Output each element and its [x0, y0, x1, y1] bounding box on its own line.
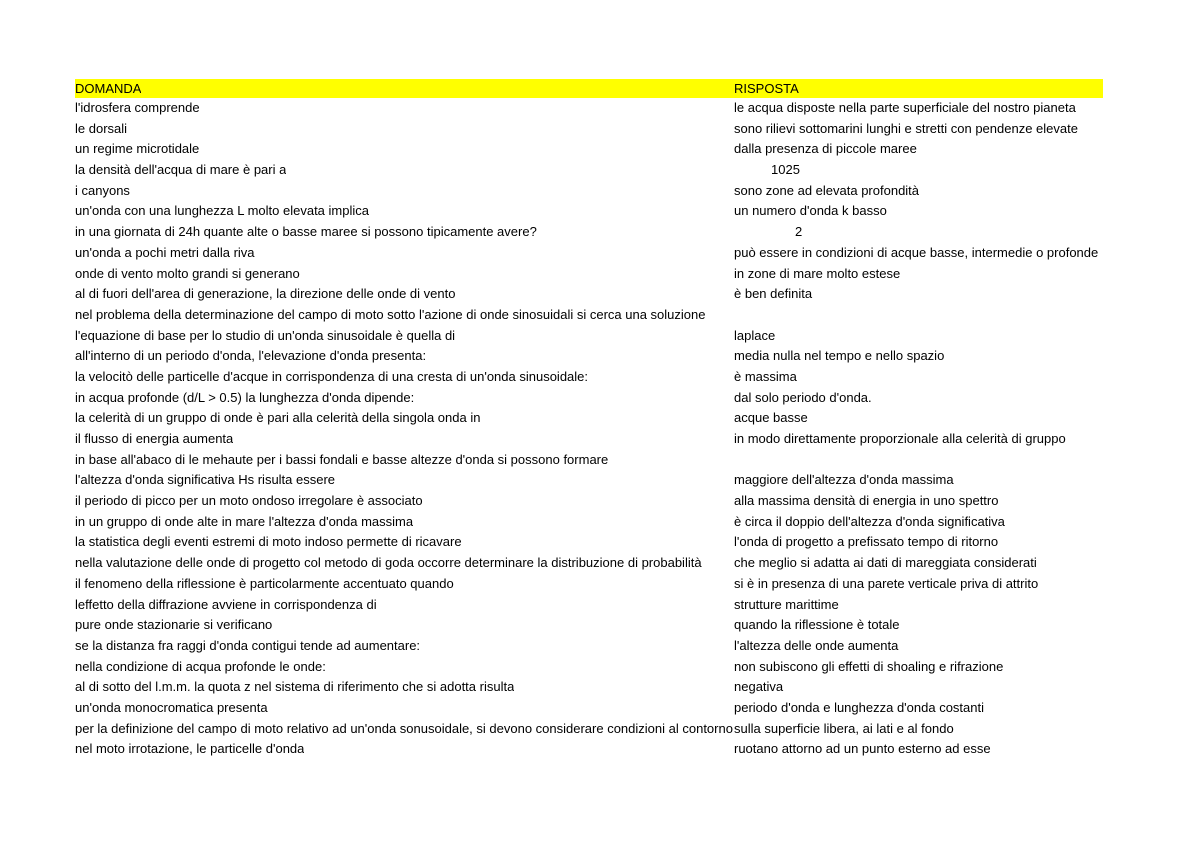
- question-cell: leffetto della diffrazione avviene in corrispondenza di: [75, 596, 377, 612]
- table-row: [75, 491, 1103, 512]
- answer-cell: è ben definita: [734, 286, 813, 302]
- question-cell: il flusso di energia aumenta: [75, 431, 234, 446]
- question-cell: l'idrosfera comprende: [75, 100, 200, 115]
- table-row: [75, 243, 1103, 264]
- answer-cell: l'altezza delle onde aumenta: [734, 637, 899, 653]
- answer-cell: si è in presenza di una parete verticale priva di attrito: [734, 575, 1039, 591]
- table-row: [75, 657, 1103, 678]
- question-cell: nella condizione di acqua profonde le onde:: [75, 658, 326, 674]
- answer-cell: negativa: [734, 679, 784, 695]
- header-answer: RISPOSTA: [734, 81, 799, 96]
- table-row: [75, 574, 1103, 595]
- answer-cell: 1025: [771, 162, 800, 178]
- answer-cell: acque basse: [734, 410, 808, 426]
- question-cell: l'altezza d'onda significativa Hs risulta essere: [75, 472, 336, 488]
- table-header-row: [75, 79, 1103, 98]
- question-cell: la statistica degli eventi estremi di moto indoso permette di ricavare: [75, 534, 462, 550]
- answer-cell: strutture marittime: [734, 596, 839, 612]
- question-cell: un'onda monocromatica presenta: [75, 699, 268, 715]
- table-row: [75, 181, 1103, 202]
- question-cell: nella valutazione delle onde di progetto col metodo di goda occorre determinare la distribuzione di probabilità: [75, 555, 702, 571]
- question-cell: l'equazione di base per lo studio di un'onda sinusoidale è quella di: [75, 327, 456, 343]
- answer-cell: che meglio si adatta ai dati di mareggiata considerati: [734, 555, 1037, 571]
- table-row: [75, 222, 1103, 243]
- question-cell: un'onda a pochi metri dalla riva: [75, 244, 255, 260]
- table-row: [75, 326, 1103, 347]
- qa-table: [75, 79, 1103, 760]
- question-cell: nel moto irrotazione, le particelle d'onda: [75, 741, 305, 757]
- answer-cell: è massima: [734, 368, 797, 384]
- question-cell: pure onde stazionarie si verificano: [75, 617, 273, 633]
- answer-cell: sono zone ad elevata profondità: [734, 182, 920, 198]
- question-cell: un regime microtidale: [75, 141, 200, 157]
- question-cell: all'interno di un periodo d'onda, l'elevazione d'onda presenta:: [75, 348, 427, 364]
- answer-cell: sulla superficie libera, ai lati e al fondo: [734, 720, 954, 736]
- table-row: [75, 739, 1103, 760]
- answer-cell: media nulla nel tempo e nello spazio: [734, 348, 945, 364]
- question-cell: la densità dell'acqua di mare è pari a: [75, 162, 287, 178]
- answer-cell: dalla presenza di piccole maree: [734, 141, 917, 157]
- table-row: [75, 595, 1103, 616]
- table-row: [75, 160, 1103, 181]
- question-cell: la velocitò delle particelle d'acque in corrispondenza di una cresta di un'onda sinusoidale:: [75, 368, 589, 384]
- table-row: [75, 429, 1103, 450]
- table-row: [75, 139, 1103, 160]
- answer-cell: può essere in condizioni di acque basse, intermedie o profonde: [734, 244, 1099, 260]
- question-cell: onde di vento molto grandi si generano: [75, 265, 300, 281]
- answer-cell: ruotano attorno ad un punto esterno ad esse: [734, 741, 991, 757]
- answer-cell: quando la riflessione è totale: [734, 617, 900, 633]
- answer-cell: laplace: [734, 327, 776, 343]
- table-row: [75, 450, 1103, 471]
- answer-cell: maggiore dell'altezza d'onda massima: [734, 472, 954, 488]
- question-cell: i canyons: [75, 182, 130, 198]
- table-row: [75, 698, 1103, 719]
- table-row: [75, 264, 1103, 285]
- answer-cell: in modo direttamente proporzionale alla celerità di gruppo: [734, 431, 1066, 446]
- table-row: [75, 636, 1103, 657]
- table-row: [75, 388, 1103, 409]
- question-cell: il fenomeno della riflessione è particolarmente accentuato quando: [75, 575, 454, 591]
- table-row: [75, 512, 1103, 533]
- question-cell: al di fuori dell'area di generazione, la direzione delle onde di vento: [75, 286, 456, 302]
- table-row: [75, 284, 1103, 305]
- question-cell: in una giornata di 24h quante alte o basse maree si possono tipicamente avere?: [75, 224, 537, 240]
- answer-cell: un numero d'onda k basso: [734, 203, 887, 219]
- question-cell: nel problema della determinazione del campo di moto sotto l'azione di onde sinosuidali si cerca una soluzione: [75, 306, 706, 322]
- question-cell: per la definizione del campo di moto relativo ad un'onda sonusoidale, si devono considerare condizioni al contorno: [75, 720, 733, 736]
- table-row: [75, 305, 1103, 326]
- answer-cell: 2: [795, 224, 803, 240]
- answer-cell: l'onda di progetto a prefissato tempo di ritorno: [734, 534, 999, 550]
- table-row: [75, 98, 1103, 119]
- table-row: [75, 615, 1103, 636]
- answer-cell: è circa il doppio dell'altezza d'onda significativa: [734, 513, 1005, 529]
- table-row: [75, 119, 1103, 140]
- question-cell: in un gruppo di onde alte in mare l'altezza d'onda massima: [75, 513, 414, 529]
- question-cell: le dorsali: [75, 120, 128, 136]
- table-row: [75, 677, 1103, 698]
- table-row: [75, 408, 1103, 429]
- table-row: [75, 719, 1103, 740]
- answer-cell: alla massima densità di energia in uno spettro: [734, 493, 999, 509]
- question-cell: al di sotto del l.m.m. la quota z nel sistema di riferimento che si adotta risulta: [75, 679, 515, 695]
- answer-cell: in zone di mare molto estese: [734, 265, 901, 281]
- table-row: [75, 367, 1103, 388]
- table-row: [75, 553, 1103, 574]
- table-row: [75, 201, 1103, 222]
- header-question: DOMANDA: [75, 81, 142, 96]
- table-row: [75, 470, 1103, 491]
- answer-cell: le acqua disposte nella parte superficiale del nostro pianeta: [734, 100, 1076, 115]
- question-cell: un'onda con una lunghezza L molto elevata implica: [75, 203, 369, 219]
- question-cell: in base all'abaco di le mehaute per i bassi fondali e basse altezze d'onda si possono formare: [75, 451, 609, 467]
- table-row: [75, 346, 1103, 367]
- table-row: [75, 532, 1103, 553]
- question-cell: se la distanza fra raggi d'onda contigui tende ad aumentare:: [75, 637, 421, 653]
- answer-cell: non subiscono gli effetti di shoaling e rifrazione: [734, 658, 1004, 674]
- answer-cell: dal solo periodo d'onda.: [734, 389, 872, 405]
- answer-cell: sono rilievi sottomarini lunghi e stretti con pendenze elevate: [734, 120, 1078, 136]
- question-cell: in acqua profonde (d/L > 0.5) la lunghezza d'onda dipende:: [75, 389, 415, 405]
- question-cell: il periodo di picco per un moto ondoso irregolare è associato: [75, 493, 423, 509]
- answer-cell: periodo d'onda e lunghezza d'onda costanti: [734, 699, 984, 715]
- question-cell: la celerità di un gruppo di onde è pari alla celerità della singola onda in: [75, 410, 481, 426]
